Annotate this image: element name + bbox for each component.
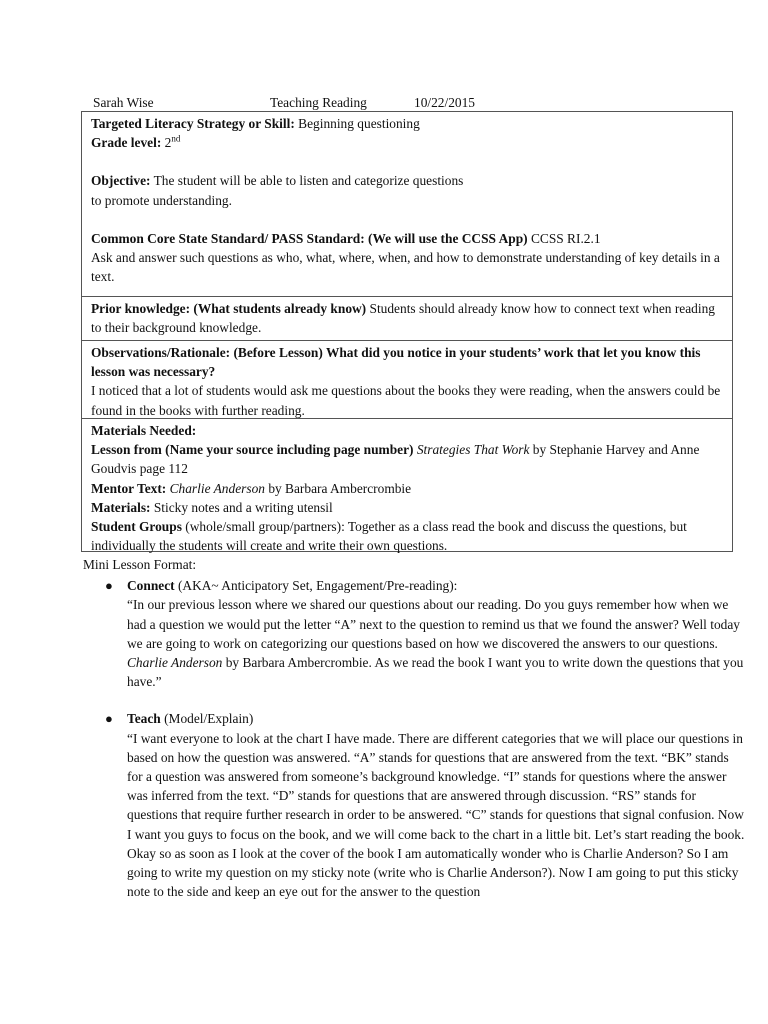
author-name: Sarah Wise bbox=[93, 95, 154, 110]
document-header bbox=[93, 93, 753, 113]
grade-line bbox=[91, 133, 724, 152]
materials-label: Materials: bbox=[91, 499, 151, 515]
mentor-text-line bbox=[91, 479, 724, 498]
strategy-label: Targeted Literacy Strategy or Skill: bbox=[91, 116, 295, 131]
observations-text: I noticed that a lot of students would ask me questions about the books they were reading, when the answers could be found in the books with further reading. bbox=[91, 383, 721, 418]
objective-label: Objective: bbox=[91, 173, 151, 189]
mini-lesson-title: Mini Lesson Format: bbox=[83, 557, 197, 572]
course-name: Teaching Reading bbox=[270, 95, 367, 110]
student-groups-text: (whole/small group/partners): Together as a class read the book and discuss the questions, but individually the students will create and write their own questions. bbox=[91, 519, 687, 554]
grade-label: Grade level: bbox=[91, 135, 162, 151]
teach-label: Teach bbox=[127, 711, 161, 727]
materials-needed-label: Materials Needed: bbox=[91, 423, 197, 438]
lesson-source-label: Lesson from (Name your source including page number) bbox=[91, 442, 414, 458]
connect-heading bbox=[81, 576, 741, 595]
mini-lesson-section bbox=[81, 555, 745, 901]
strategy-cell bbox=[82, 112, 732, 297]
connect-book: Charlie Anderson bbox=[127, 655, 223, 671]
teach-note: (Model/Explain) bbox=[160, 711, 254, 727]
objective-text-2: to promote understanding. bbox=[91, 192, 232, 208]
strategy-line bbox=[91, 114, 724, 133]
student-groups-line bbox=[91, 517, 724, 555]
teach-heading bbox=[81, 709, 741, 728]
materials-cell bbox=[82, 419, 732, 554]
standard-label: Common Core State Standard/ PASS Standard: (We will use the CCSS App) bbox=[91, 230, 528, 246]
lesson-plan-table bbox=[81, 111, 733, 552]
materials-value: Sticky notes and a writing utensil bbox=[150, 499, 333, 515]
observations-label: Observations/Rationale: (Before Lesson) What did you notice in your students’ work that let you know this lesson was necessary? bbox=[91, 345, 701, 380]
document-date: 10/22/2015 bbox=[414, 95, 476, 110]
lesson-source-line bbox=[91, 440, 724, 478]
teach-paragraph: “I want everyone to look at the chart I have made. There are different categories that we will place our questions in based on how the question was answered. “A” stands for questions that are answered from the text. “BK” stands for a question was answered from someone’s background knowledge. “I” stands for questions where the answer was inferred from the text. “D” stands for questions that are answered through discussion. “RS” stands for questions that require further research in order to be answered. “C” stands for questions that signal confusion. Now I want you guys to focus on the book, and we will come back to the chart in a little bit. Let’s start reading the book. Okay so as soon as I look at the cover of the book I am automatically wonder who is Charlie Anderson? So I am going to write my question on my sticky note (write who is Charlie Anderson?). Now I am going to put this sticky note to the side and keep an eye out for the answer to the question bbox=[127, 730, 745, 900]
objective-text-1: The student will be able to listen and categorize questions bbox=[150, 173, 464, 189]
objective-line bbox=[91, 171, 724, 190]
bullet-icon: ● bbox=[105, 711, 113, 727]
lesson-source-book: Strategies That Work bbox=[416, 442, 530, 458]
prior-knowledge-label: Prior knowledge: (What students already know) bbox=[91, 301, 367, 316]
prior-knowledge-cell bbox=[82, 297, 732, 341]
standard-text: Ask and answer such questions as who, what, where, when, and how to demonstrate understanding of key details in a text. bbox=[91, 250, 720, 285]
mentor-text-rest: by Barbara Ambercrombie bbox=[264, 480, 412, 496]
bullet-icon: ● bbox=[105, 578, 113, 594]
prior-knowledge-text: Students should already know how to connect text when reading to their background knowledge. bbox=[91, 301, 715, 336]
strategy-value: Beginning questioning bbox=[294, 116, 420, 131]
connect-paragraph: “In our previous lesson where we shared our questions about our reading. Do you guys remember how when we had a question we would put the letter “A” next to the question to remind us that we found the answer? Well today we are going to work on categorizing our questions based on how we discovered the answers to our questions. Charlie Anderson by Barbara Ambercrombie. As we read the book I want you to write down the questions that you have.” bbox=[127, 597, 744, 690]
materials-line bbox=[91, 498, 724, 517]
mentor-text-book: Charlie Anderson bbox=[169, 480, 265, 496]
standard-line bbox=[91, 229, 724, 248]
lesson-source-rest: by Stephanie Harvey and Anne Goudvis page 112 bbox=[91, 442, 700, 477]
observations-cell bbox=[82, 341, 732, 419]
student-groups-label: Student Groups bbox=[91, 519, 182, 535]
standard-code: CCSS RI.2.1 bbox=[527, 230, 601, 246]
connect-label: Connect bbox=[127, 578, 175, 594]
grade-value: 2 bbox=[161, 135, 172, 151]
connect-note: (AKA~ Anticipatory Set, Engagement/Pre-reading): bbox=[174, 578, 458, 594]
mentor-text-label: Mentor Text: bbox=[91, 480, 167, 496]
grade-suffix: nd bbox=[171, 133, 181, 144]
